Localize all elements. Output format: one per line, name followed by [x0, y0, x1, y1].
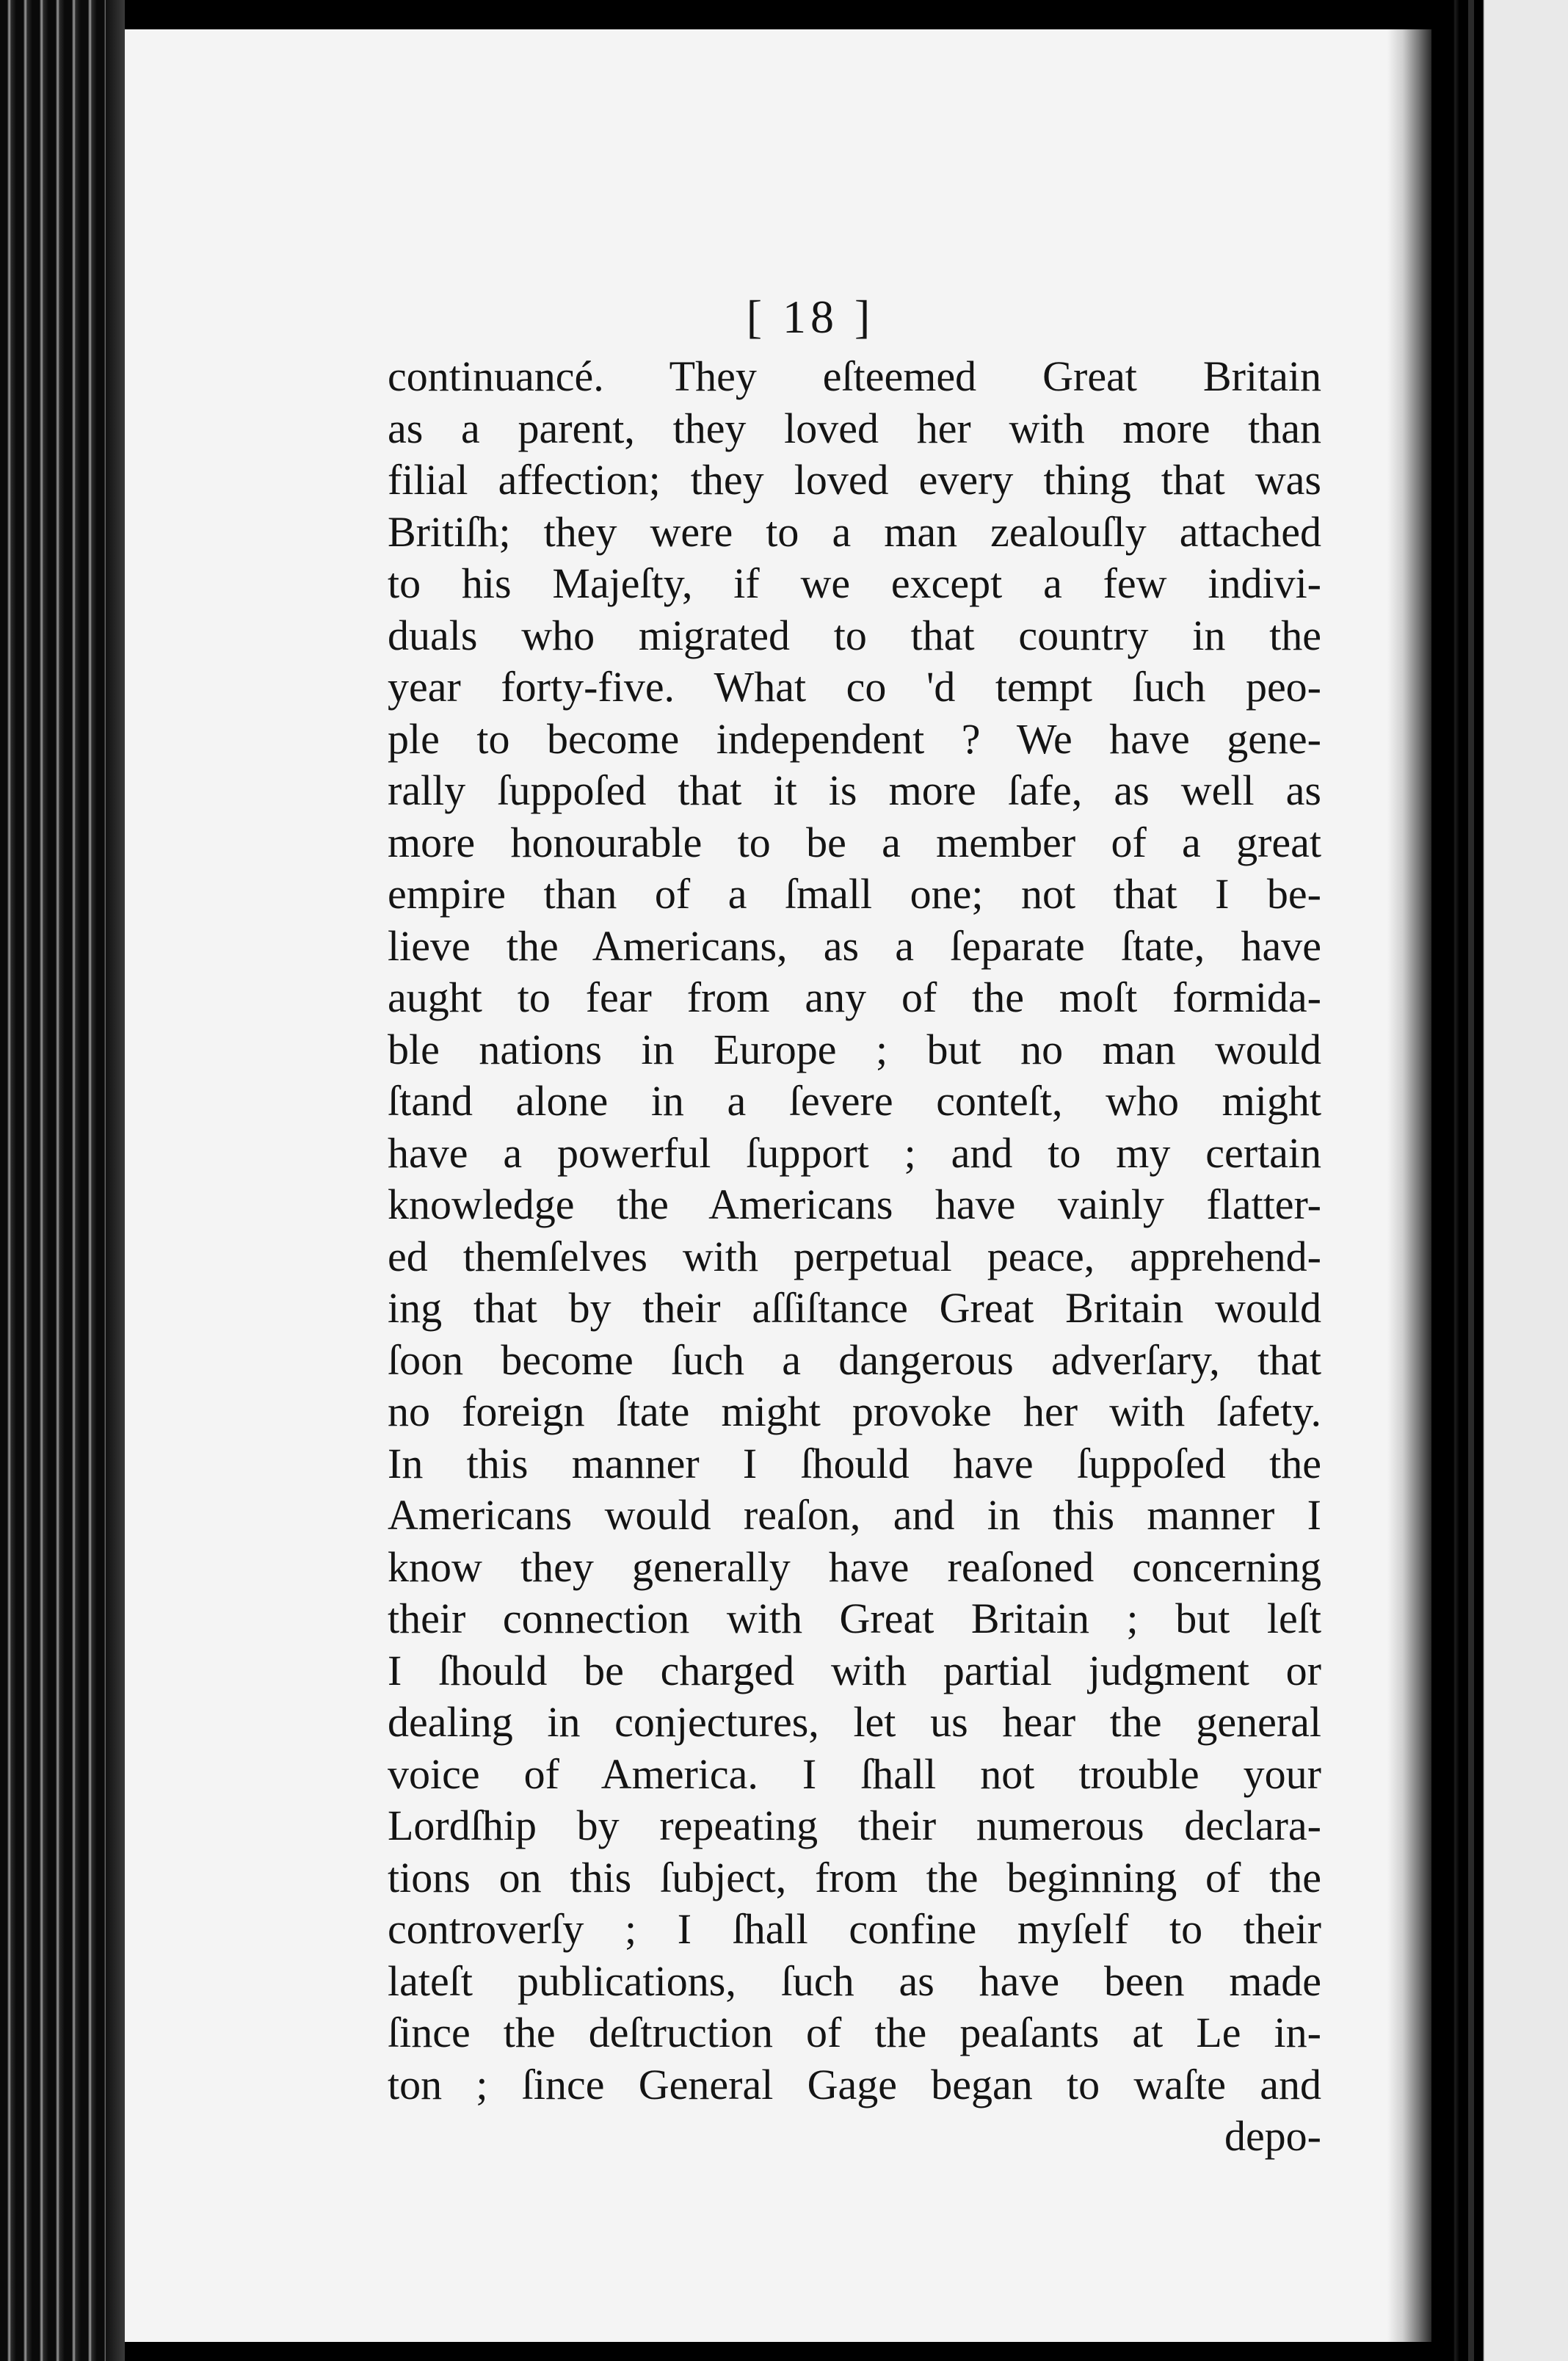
text-line: no foreign ſtate might provoke her with ſafety. — [388, 1388, 1321, 1435]
text-line: voice of America. I ſhall not trouble your — [388, 1749, 1321, 1798]
facing-page-edge — [1431, 0, 1568, 2361]
text-line: ſince the deſtruction of the peaſants at Le in- — [388, 2009, 1321, 2056]
catchword: depo- — [1224, 2112, 1321, 2160]
text-line: Britiſh; they were to a man zealouſly attached — [388, 507, 1321, 556]
text-line: Americans would reaſon, and in this manner I — [388, 1491, 1321, 1539]
text-line: lateſt publications, ſuch as have been made — [388, 1956, 1321, 2005]
text-line: as a parent, they loved her with more than — [388, 404, 1321, 452]
text-line: filial affection; they loved every thing that was — [388, 456, 1321, 504]
body-text — [388, 351, 1321, 2163]
text-line: to his Majeſty, if we except a few indivi- — [388, 559, 1321, 607]
text-line: have a powerful ſupport ; and to my certain — [388, 1128, 1321, 1177]
page-number-header: [ 18 ] — [746, 291, 875, 343]
text-line: Lordſhip by repeating their numerous declara- — [388, 1802, 1321, 1849]
book-binding — [0, 0, 125, 2361]
text-line: continuancé. They eſteemed Great Britain — [388, 352, 1321, 400]
text-line: year forty-five. What co 'd tempt ſuch peo- — [388, 663, 1321, 711]
text-line: ble nations in Europe ; but no man would — [388, 1025, 1321, 1073]
text-line: dealing in conjectures, let us hear the general — [388, 1698, 1321, 1746]
text-line: know they generally have reaſoned concerning — [388, 1542, 1321, 1591]
text-line: ſoon become ſuch a dangerous adverſary, that — [388, 1335, 1321, 1384]
text-line: their connection with Great Britain ; but leſt — [388, 1595, 1321, 1642]
text-line: ple to become independent ? We have gene- — [388, 714, 1321, 763]
page-gutter-shadow — [1387, 29, 1431, 2342]
text-line: I ſhould be charged with partial judgment or — [388, 1646, 1321, 1694]
text-line: duals who migrated to that country in the — [388, 611, 1321, 659]
text-line: ing that by their aſſiſtance Great Britain would — [388, 1284, 1321, 1332]
text-line: ed themſelves with perpetual peace, apprehend- — [388, 1232, 1321, 1280]
text-line: aught to fear from any of the moſt formida- — [388, 973, 1321, 1021]
text-block — [388, 288, 1321, 2163]
text-line: controverſy ; I ſhall confine myſelf to their — [388, 1905, 1321, 1953]
text-line: more honourable to be a member of a great — [388, 818, 1321, 866]
text-line: lieve the Americans, as a ſeparate ſtate, have — [388, 921, 1321, 970]
text-line: In this manner I ſhould have ſuppoſed the — [388, 1439, 1321, 1487]
text-line: knowledge the Americans have vainly flatter- — [388, 1180, 1321, 1228]
text-line: empire than of a ſmall one; not that I be- — [388, 870, 1321, 918]
text-line: ſtand alone in a ſevere conteſt, who might — [388, 1077, 1321, 1125]
text-line: ton ; ſince General Gage began to waſte and — [388, 2060, 1321, 2108]
text-line: rally ſuppoſed that it is more ſafe, as well as — [388, 766, 1321, 814]
text-line: tions on this ſubject, from the beginning of the — [388, 1853, 1321, 1901]
